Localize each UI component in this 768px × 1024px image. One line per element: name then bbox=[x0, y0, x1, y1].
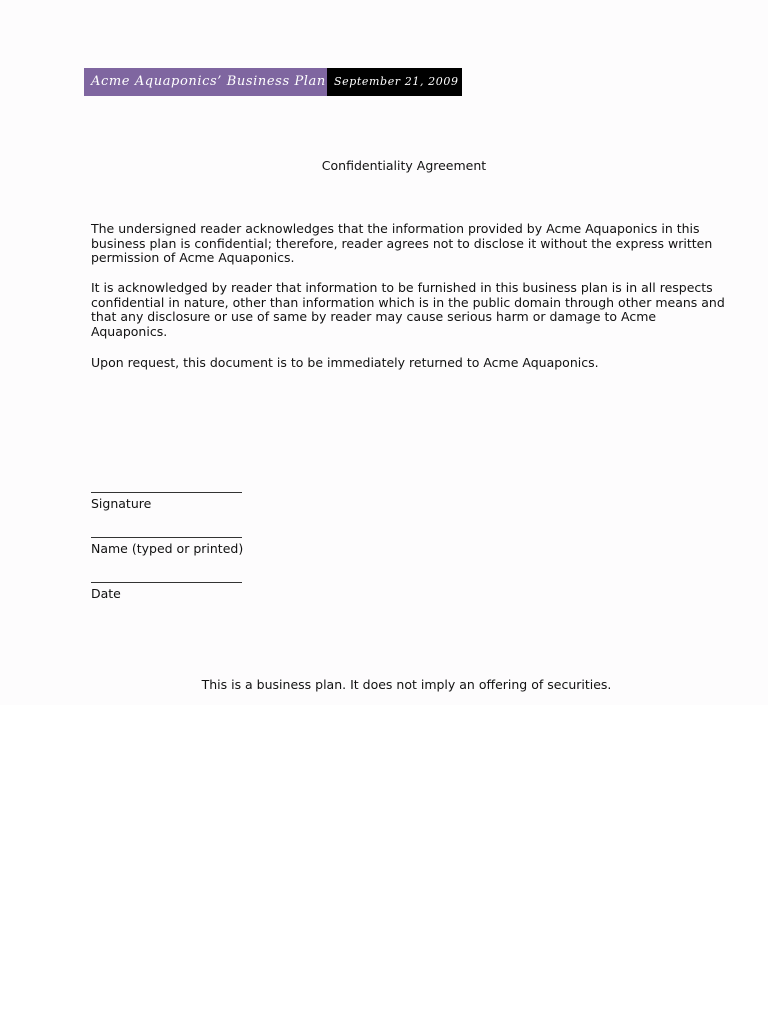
signature-label: Signature bbox=[91, 496, 152, 511]
date-line bbox=[91, 582, 242, 583]
document-title: Confidentiality Agreement bbox=[321, 158, 487, 173]
name-field bbox=[91, 537, 243, 556]
name-line bbox=[91, 537, 242, 538]
header-bar bbox=[84, 68, 462, 96]
name-label: Name (typed or printed) bbox=[91, 541, 244, 556]
signature-line bbox=[91, 492, 242, 493]
paragraph-disclosure: The undersigned reader acknowledges that the information provided by Acme Aquaponics in this business plan is confidential; therefore, reader agrees not to disclose it without the express written permission of Acme Aquaponics. bbox=[91, 221, 713, 266]
paragraph-acknowledgement: It is acknowledged by reader that information to be furnished in this business plan is in all respects confidential in nature, other than information which is in the public domain through other means and that any disclosure or use of same by reader may cause serious harm or damage to Acme Aquaponics. bbox=[91, 280, 725, 339]
securities-disclaimer: This is a business plan. It does not imply an offering of securities. bbox=[201, 677, 612, 692]
header-date: September 21, 2009 bbox=[327, 68, 462, 96]
date-field bbox=[91, 582, 242, 601]
paragraph-return: Upon request, this document is to be immediately returned to Acme Aquaponics. bbox=[91, 355, 599, 370]
header-title: Acme Aquaponics’ Business Plan bbox=[84, 68, 327, 96]
date-label: Date bbox=[91, 586, 121, 601]
signature-field bbox=[91, 492, 242, 511]
